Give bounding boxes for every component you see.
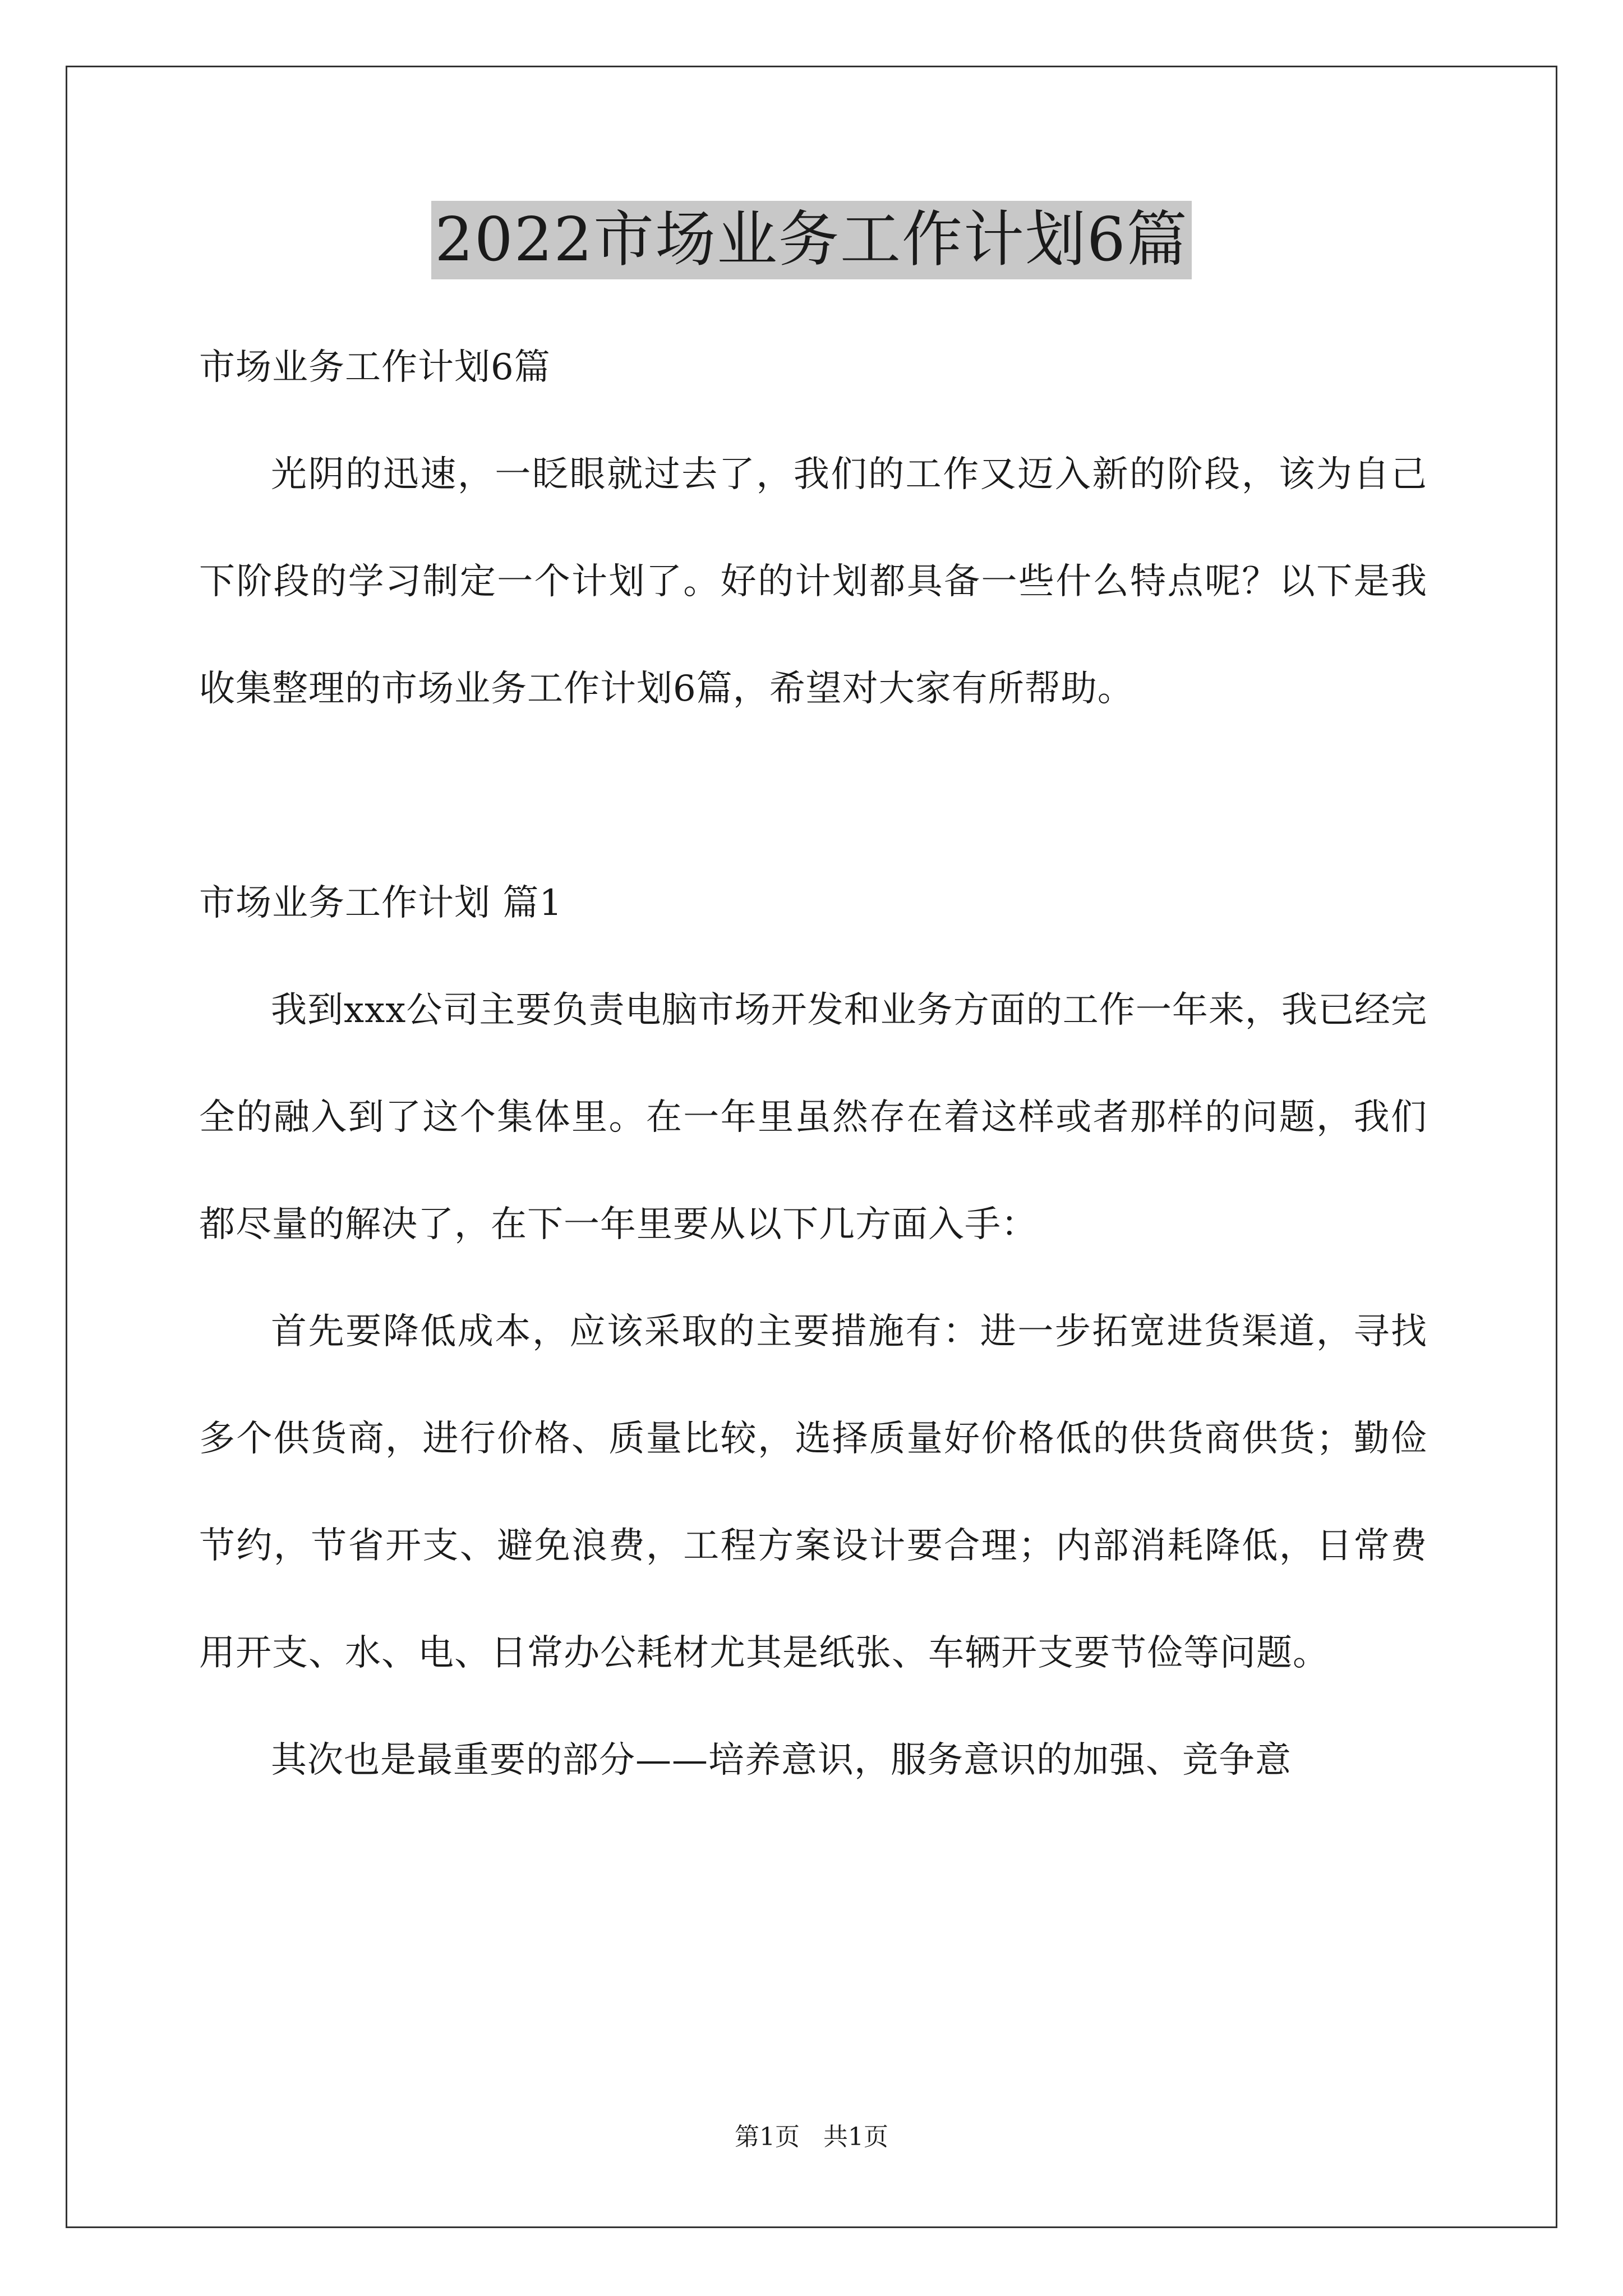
- page-footer: 第1页 共1页: [735, 2123, 888, 2151]
- intro-heading: 市场业务工作计划6篇: [199, 347, 551, 388]
- intro-paragraph: 光阴的迅速，一眨眼就过去了，我们的工作又迈入新的阶段，该为自己下阶段的学习制定一个计划了。好的计划都具备一些什么特点呢？以下是我收集整理的市场业务工作计划6篇，希望对大家有所帮助。: [199, 454, 1427, 710]
- section1-paragraph-3: 其次也是最重要的部分——培养意识，服务意识的加强、竞争意: [271, 1740, 1292, 1781]
- section1-paragraph-1: 我到xxx公司主要负责电脑市场开发和业务方面的工作一年来，我已经完全的融入到了这个集体里。在一年里虽然存在着这样或者那样的问题，我们都尽量的解决了，在下一年里要从以下几方面入手：: [199, 990, 1427, 1245]
- document-body: [199, 314, 1427, 1814]
- section1-paragraph-2: 首先要降低成本，应该采取的主要措施有：进一步拓宽进货渠道，寻找多个供货商，进行价格、质量比较，选择质量好价格低的供货商供货；勤俭节约，节省开支、避免浪费，工程方案设计要合理；内部消耗降低，日常费用开支、水、电、日常办公耗材尤其是纸张、车辆开支要节俭等问题。: [199, 1311, 1427, 1674]
- title-container: [0, 201, 1623, 279]
- paragraph-spacer: [199, 743, 1427, 850]
- document-title: 2022市场业务工作计划6篇: [431, 201, 1192, 279]
- section1-heading: 市场业务工作计划 篇1: [199, 882, 563, 924]
